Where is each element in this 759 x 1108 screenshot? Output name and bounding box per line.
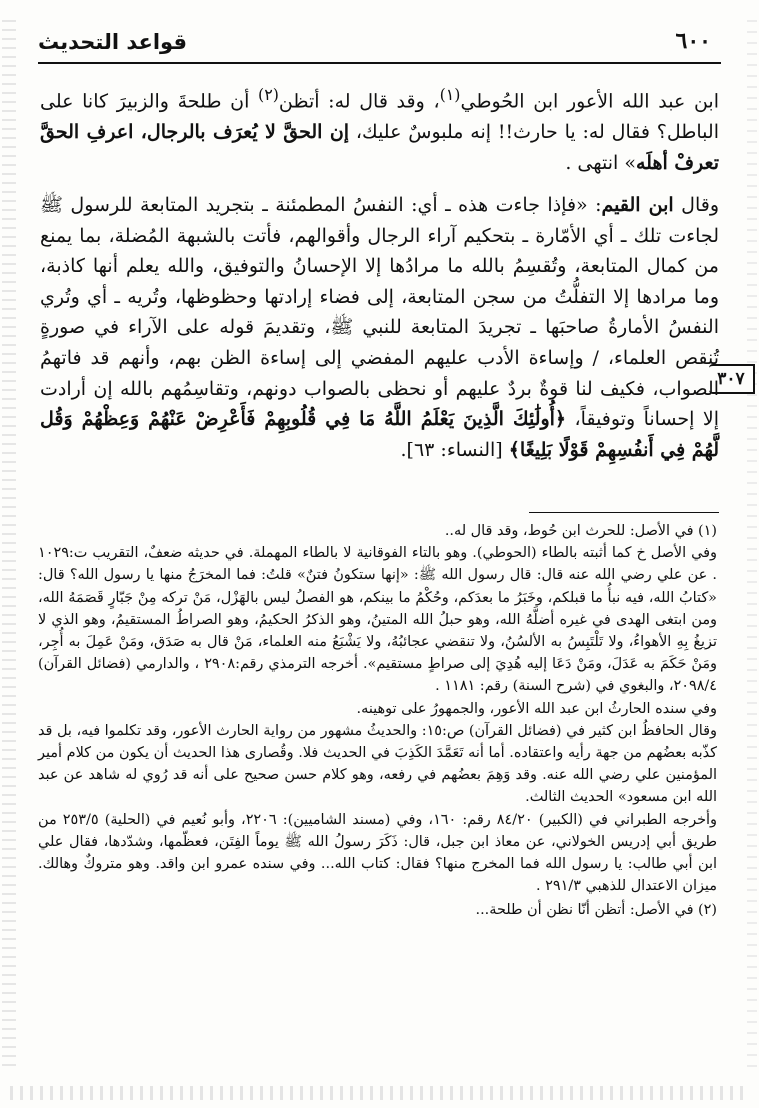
paragraph-1 <box>40 80 719 178</box>
cited-author: ابن القيم <box>601 194 674 217</box>
footnote-line: وفي الأصل خ كما أثبته بالطاء (الحوطي). وهو بالتاء الفوقانية لا بالطاء المهملة. في حديثه ضعفٌ، التقريب ت:١٠٢٩ . عن علي رضي الله عنه قال: قال رسول الله ﷺ: «إنها ستكونُ فتنٌ» قلتُ: فما المخرَجُ منها يا رسول الله؟ قال: «كتابُ الله، فيه نبأُ ما قبلكم، وخَبَرُ ما بعدَكم، وحُكْمُ ما بينكم، هو الفصلُ ليس بالهَزْل، مَنْ تركه مِنْ جَبّارٍ قَصَمَهُ الله، ومن ابتغى الهدى في غيره أضلَّهُ الله، وهو حبلُ الله المتينُ، وهو الذكرُ الحكيمُ، وهو الصراطُ المستقيمُ، وهو الذي لا تزيغُ بِهِ الأهواءُ، ولا تَلْتَبِسُ به الألسُنُ، ولا تنقضي عجائبُهُ، ولا يَشْبَعُ منه العلماء، مَنْ قال به صَدَق، ومَنْ عَمِلَ به أُجِر، ومَنْ حَكَمَ به عَدَلَ، ومَنْ دَعَا إليه هُدِيَ إلى صراطٍ مستقيم». أخرجه الترمذي رقم:٢٩٠٨ ، والدارمي (فضائل القرآن) ٢٠٩٨/٤، والبغوي في (شرح السنة) رقم: ١١٨١ . <box>38 545 717 695</box>
footnote-line: (١) في الأصل: للحرث ابن حُوط، وقد قال له.. <box>444 523 717 539</box>
quran-verse: ﴿أُولَٰئِكَ الَّذِينَ يَعْلَمُ اللَّهُ مَا فِي قُلُوبِهِمْ فَأَعْرِضْ عَنْهُمْ وَعِظْهُمْ وَقُل لَّهُمْ فِي أَنفُسِهِمْ قَوْلًا بَلِيغًا﴾ <box>40 408 719 461</box>
footnote-2 <box>38 899 717 921</box>
footnote-separator <box>529 512 719 513</box>
book-title: قواعد التحديث <box>38 30 187 54</box>
scan-edge-bottom <box>10 1086 749 1100</box>
text-run: ابن عبد الله الأعور ابن الحُوطي <box>460 90 719 113</box>
footnote-ref-2[interactable]: (٢) <box>258 85 279 104</box>
footnote-line: وأخرجه الطبراني في (الكبير) ٨٤/٢٠ رقم: ١٦٠، وفي (مسند الشاميين): ٢٢٠٦، وأبو نُعيم في (الحلية) ٢٥٣/٥ من طريق أبي إدريس الخولاني، عن معاذ ابن جبل، قال: ذَكَرَ رسولُ الله ﷺ يوماً الفِتَن، فعظّمها، وشدّدها، فقال علي ابن أبي طالب: يا رسول الله فما المخرج منها؟ فقال: كتاب الله... وفي سنده عمرو ابن واقد. وهو متروكٌ وهالك. ميزان الاعتدال للذهبي ٢٩١/٣ . <box>38 811 717 895</box>
footnote-ref-1[interactable]: (١) <box>439 85 461 104</box>
bold-quote: إن الحقَّ لا يُعرَف بالرجال، اعرفِ الحقَّ تعرفْ أهلَه <box>40 120 719 174</box>
verse-reference: [النساء: ٦٣]. <box>400 438 503 461</box>
text-run: وقال <box>681 194 720 217</box>
scan-edge-left <box>2 20 16 1068</box>
scan-edge-right <box>747 20 757 1068</box>
page-number: ٦٠٠ <box>675 28 711 54</box>
page-header <box>38 26 721 64</box>
footnote-line: وفي سنده الحارثُ ابن عبد الله الأعور، والجمهورُ على توهينه. <box>356 700 717 717</box>
footnote-line: (٢) في الأصل: أتظن أنّا نظن أن طلحة... <box>475 902 717 919</box>
text-run: » انتهى . <box>565 151 636 174</box>
manuscript-page-marker: ٣٠٧ <box>709 364 755 394</box>
paragraph-2 <box>40 190 719 465</box>
footnotes <box>38 520 717 924</box>
text-run: : «فإذا جاءت هذه ـ أي: النفسُ المطمئنة ـ بتجريد المتابعة للرسول ﷺ لجاءت تلك ـ أي الأمّارة ـ بتحكيم آراء الرجال وأقوالهم، فأتت بالشبهة المُضلة، بما يمنع من كمال المتابعة، وتُقسِمُ بالله ما مرادُها إلا الإحسانُ والتوفيق، والله يعلم أنها كاذبة، وما مرادها إلا التفلُّتُ من سجن المتابعة، إلى فضاء إرادتها وحظوظها، وتُريه ـ أي وتُري النفسُ الأمارةُ صاحبَها ـ تجريدَ المتابعة للنبي ﷺ، وتقديمَ قوله على الآراء في صورةٍ تُنقص العلماء، / وإساءة الأدب عليهم المفضي إلى إساءة الظن بهم، وأنهم قد فاتهمُ الصواب، فكيف لنا قوةٌ بردٌ عليهم أو نحظى بالصواب دونهم، وتقاسِمُهم بالله إن أرادت إلا إحساناً وتوفيقاً، <box>40 194 719 431</box>
footnote-1 <box>38 520 717 897</box>
text-run: ، وقد قال له: أتظن <box>278 90 440 113</box>
text-run: أن طلحةَ والزبيرَ كانا على الباطل؟ فقال له: يا حارث!! إنه ملبوسٌ عليك، <box>40 90 719 143</box>
main-text <box>40 80 719 465</box>
footnote-line: وقال الحافظُ ابن كثير في (فضائل القرآن) ص:١٥: والحديثُ مشهور من رواية الحارث الأعور، وقد تكلموا فيه، بل قد كذّبه بعضُهم من جهة رأيه واعتقاده. أما أنه تَعَمَّدَ الكَذِبَ في الحديث فلا. وقُصارى هذا الحديث أن يكون من كلام أمير المؤمنين علي رضي الله عنه. وقد وَهِمَ بعضُهم في رفعه، وهو كلام حسن صحيح على أنه قد رُوي له شاهد عن عبد الله ابن مسعود» الحديث الثالث. <box>38 722 717 806</box>
